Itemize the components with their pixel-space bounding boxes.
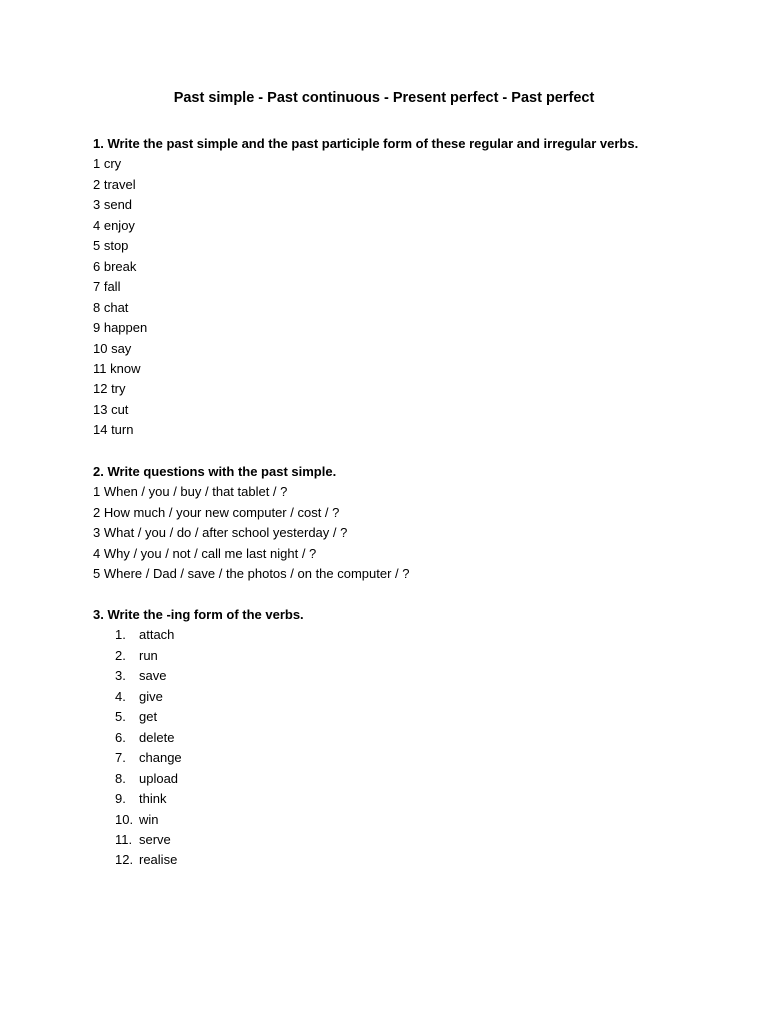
verb-item: 9 happen — [93, 320, 148, 336]
exercise-3-section — [93, 605, 713, 871]
verb-item: 2 travel — [93, 176, 136, 192]
verb-item: 7 fall — [93, 279, 121, 295]
exercise-1-heading: 1. Write the past simple and the past participle form of these regular and irregular verbs. — [93, 136, 639, 151]
list-item — [93, 625, 713, 645]
item-verb: win — [139, 811, 159, 827]
item-verb: run — [139, 647, 158, 663]
item-verb: upload — [139, 770, 179, 786]
item-verb: change — [139, 750, 182, 766]
verb-item: 11 know — [93, 360, 141, 376]
verb-item: 5 stop — [93, 238, 129, 254]
verb-item: 4 enjoy — [93, 217, 135, 233]
list-item — [93, 707, 713, 727]
item-number: 4. — [115, 688, 126, 704]
item-number: 1. — [115, 627, 126, 643]
item-number: 11. — [115, 831, 133, 847]
verb-item: 12 try — [93, 381, 126, 397]
item-number: 3. — [115, 668, 126, 684]
page-title: Past simple - Past continuous - Present perfect - Past perfect — [173, 90, 595, 106]
item-number: 8. — [115, 770, 126, 786]
question-item: 1 When / you / buy / that tablet / ? — [93, 484, 288, 500]
list-item — [93, 666, 713, 686]
item-verb: get — [139, 709, 158, 725]
verb-item: 13 cut — [93, 401, 129, 417]
list-item — [93, 850, 713, 870]
list-item — [93, 830, 713, 850]
item-verb: realise — [139, 852, 178, 868]
item-number: 9. — [115, 791, 126, 807]
list-item — [93, 810, 713, 830]
item-verb: give — [139, 688, 163, 704]
item-number: 2. — [115, 647, 126, 663]
item-number: 6. — [115, 729, 126, 745]
list-item — [93, 687, 713, 707]
exercise-1-verb-list — [93, 154, 713, 440]
verb-item: 8 chat — [93, 299, 129, 315]
exercise-3-verb-list — [93, 625, 713, 870]
item-number: 5. — [115, 709, 126, 725]
item-verb: think — [139, 791, 167, 807]
item-verb: delete — [139, 729, 175, 745]
verb-item: 10 say — [93, 340, 132, 356]
question-item: 3 What / you / do / after school yesterday / ? — [93, 525, 348, 541]
item-verb: serve — [139, 831, 171, 847]
list-item — [93, 646, 713, 666]
exercise-1-section — [93, 134, 713, 441]
item-verb: attach — [139, 627, 175, 643]
list-item — [93, 769, 713, 789]
verb-item: 1 cry — [93, 156, 122, 172]
verb-item: 3 send — [93, 197, 133, 213]
list-item — [93, 748, 713, 768]
item-number: 7. — [115, 750, 126, 766]
exercise-2-heading: 2. Write questions with the past simple. — [93, 464, 337, 479]
item-number: 10. — [115, 811, 134, 827]
item-number: 12. — [115, 852, 134, 868]
verb-item: 14 turn — [93, 422, 134, 438]
exercise-3-heading: 3. Write the -ing form of the verbs. — [93, 607, 304, 622]
question-item: 4 Why / you / not / call me last night / ? — [93, 545, 317, 561]
question-item: 2 How much / your new computer / cost / ? — [93, 504, 340, 520]
list-item — [93, 728, 713, 748]
question-item: 5 Where / Dad / save / the photos / on the computer / ? — [93, 566, 410, 582]
verb-item: 6 break — [93, 258, 137, 274]
exercise-2-section — [93, 462, 713, 585]
list-item — [93, 789, 713, 809]
exercise-2-question-list — [93, 482, 713, 584]
item-verb: save — [139, 668, 167, 684]
